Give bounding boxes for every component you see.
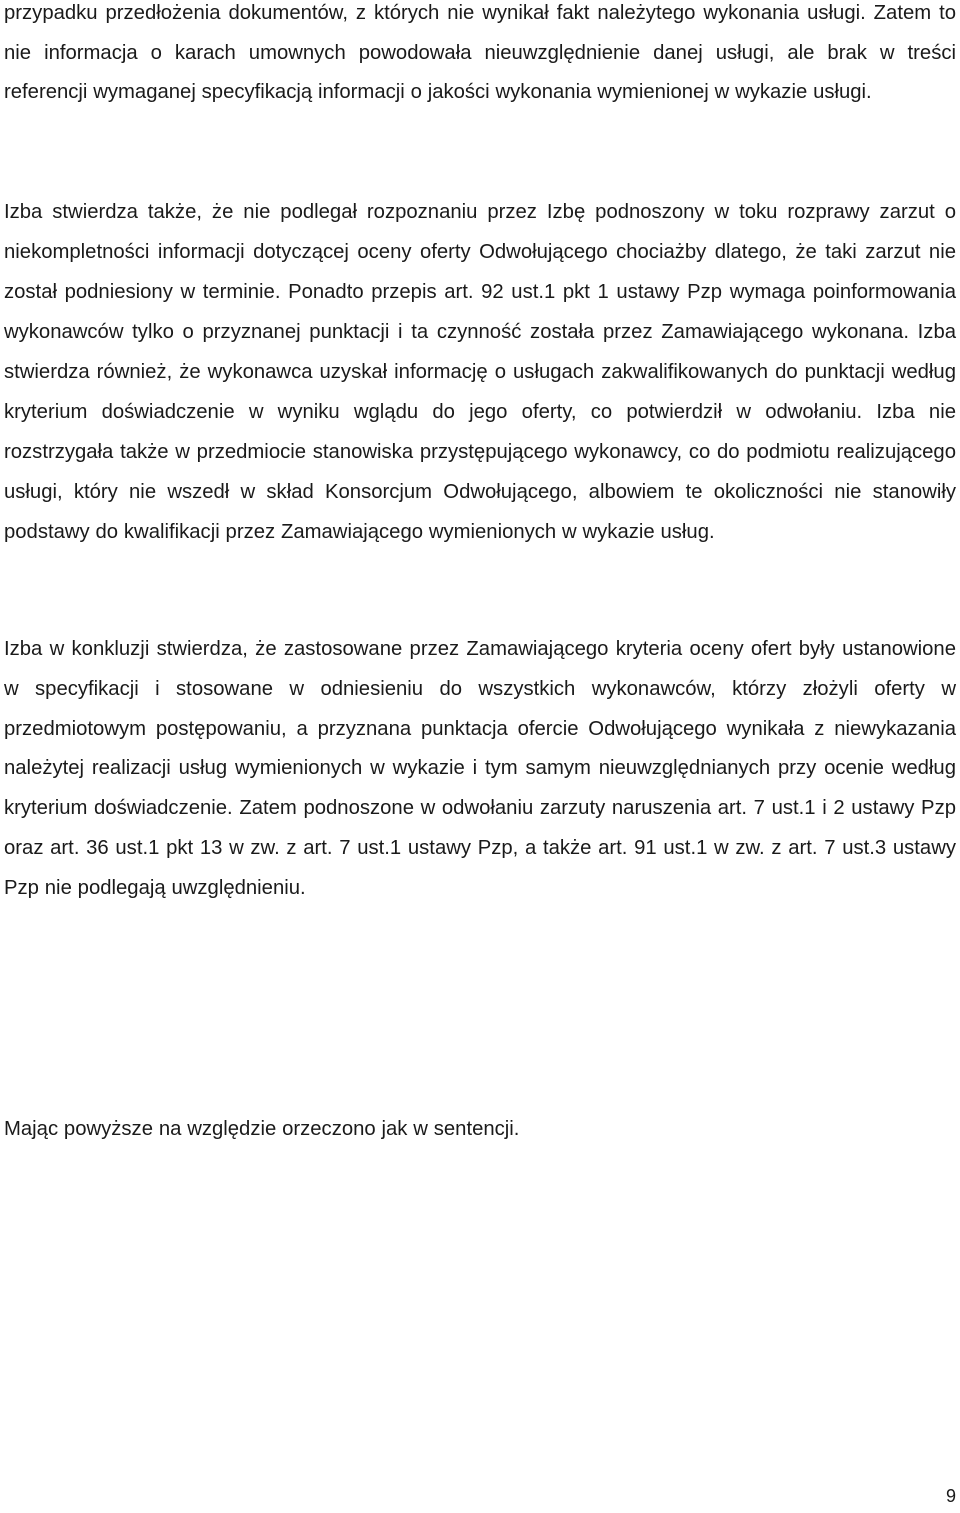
paragraph-procedural-findings: Izba stwierdza także, że nie podlegał rozpoznaniu przez Izbę podnoszony w toku rozprawy zarzut o niekompletności informacji dotyczącej oceny oferty Odwołującego chociażby dlatego, że taki zarzut nie został podniesiony w terminie. Ponadto przepis art. 92 ust.1 pkt 1 ustawy Pzp wymaga poinformowania wykonawców tylko o przyznanej punktacji i ta czynność została przez Zamawiającego wykonana. Izba stwierdza również, że wykonawca uzyskał informację o usługach zakwalifikowanych do punktacji według kryterium doświadczenie w wyniku wglądu do jego oferty, co potwierdził w odwołaniu. Izba nie rozstrzygała także w przedmiocie stanowiska przystępującego wykonawcy, co do podmiotu realizującego usługi, który nie wszedł w skład Konsorcjum Odwołującego, albowiem te okoliczności nie stanowiły podstawy do kwalifikacji przez Zamawiającego wymienionych w wykazie usług. — [4, 201, 956, 543]
paragraph-conclusion: Izba w konkluzji stwierdza, że zastosowane przez Zamawiającego kryteria oceny ofert były ustanowione w specyfikacji i stosowane w odniesieniu do wszystkich wykonawców, którzy złożyli oferty w przedmiotowym postępowaniu, a przyznana punktacja ofercie Odwołującego wynikała z niewykazania należytej realizacji usług wymienionych w wykazie i tym samym nieuwzględnianych przy ocenie według kryterium doświadczenie. Zatem podnoszone w odwołaniu zarzuty naruszenia art. 7 ust.1 i 2 ustawy Pzp oraz art. 36 ust.1 pkt 13 w zw. z art. 7 ust.1 ustawy Pzp, a także art. 91 ust.1 w zw. z art. 7 ust.3 ustawy Pzp nie podlegają uwzględnieniu. — [4, 638, 956, 899]
page-number: 9 — [945, 1486, 956, 1506]
paragraph-continuation: przypadku przedłożenia dokumentów, z których nie wynikał fakt należytego wykonania usługi. Zatem to nie informacja o karach umownych powodowała nieuwzględnienie danej usługi, ale brak w treści referencji wymaganej specyfikacją informacji o jakości wykonania wymienionej w wykazie usługi. — [4, 2, 956, 104]
paragraph-closing: Mając powyższe na względzie orzeczono jak w sentencji. — [4, 1118, 520, 1140]
